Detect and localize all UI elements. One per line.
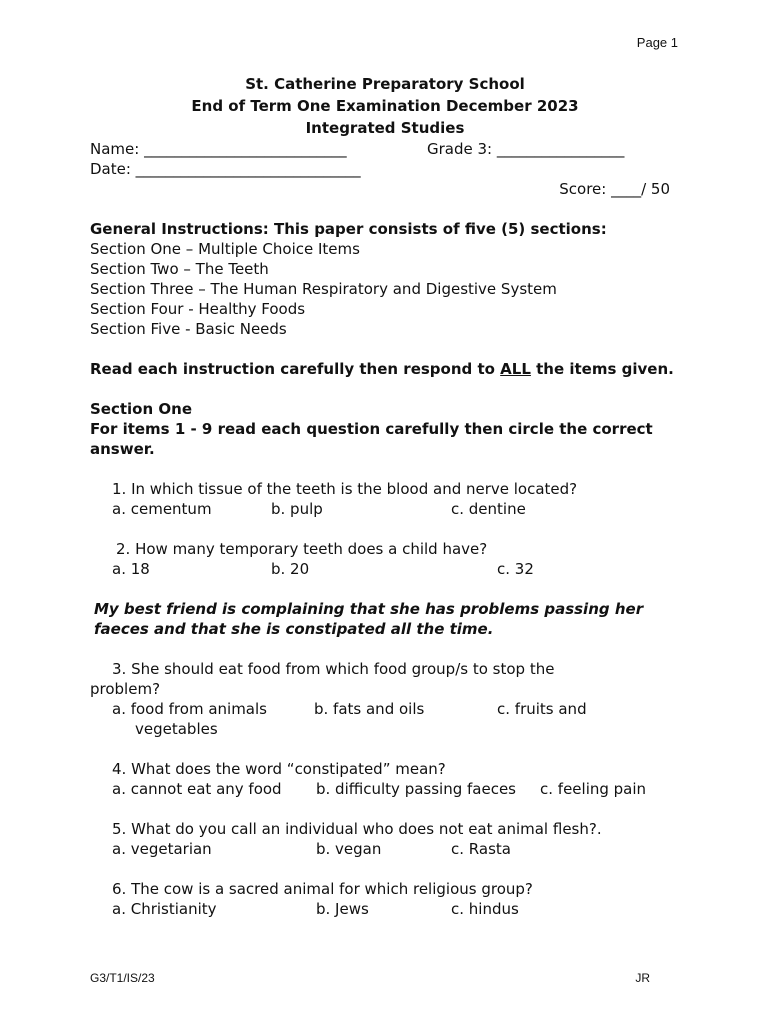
option-a: a. vegetarian — [112, 840, 212, 858]
scenario-text: My best friend is complaining that she has problems passing her faeces and that she is constipated all the time. — [94, 600, 644, 638]
question-2: 2. How many temporary teeth does a child have? — [116, 540, 488, 558]
question-3: 3. She should eat food from which food group/s to stop the — [112, 660, 555, 678]
name-field: Name: ___________________________ — [90, 140, 347, 158]
q6-options — [90, 899, 680, 919]
option-c: c. feeling pain — [540, 780, 647, 798]
option-c: c. 32 — [497, 560, 534, 578]
subject-title: Integrated Studies — [305, 119, 465, 137]
footer-initials: JR — [635, 971, 650, 985]
section-list-item: Section Four - Healthy Foods — [90, 300, 306, 318]
q5-options — [90, 839, 680, 859]
option-b: b. 20 — [271, 560, 310, 578]
option-a: a. cannot eat any food — [112, 780, 282, 798]
section-list-item: Section Two – The Teeth — [90, 260, 269, 278]
section-one-heading: Section One — [90, 400, 192, 418]
option-a: a. Christianity — [112, 900, 217, 918]
option-b: b. difficulty passing faeces — [316, 780, 516, 798]
option-c: c. hindus — [451, 900, 519, 918]
option-b: b. vegan — [316, 840, 382, 858]
footer-code: G3/T1/IS/23 — [90, 971, 155, 985]
option-b: b. pulp — [271, 500, 323, 518]
score-field: Score: ____/ 50 — [559, 180, 670, 198]
question-4: 4. What does the word “constipated” mean? — [112, 760, 446, 778]
question-3-cont: problem? — [90, 680, 161, 698]
option-a: a. 18 — [112, 560, 150, 578]
q1-options — [90, 499, 680, 519]
exam-content — [90, 73, 680, 919]
page-number: Page 1 — [636, 35, 678, 50]
question-1: 1. In which tissue of the teeth is the blood and nerve located? — [112, 480, 578, 498]
section-one-instruction: For items 1 - 9 read each question carefully then circle the correct answer. — [90, 420, 653, 458]
school-name: St. Catherine Preparatory School — [245, 75, 525, 93]
exam-title: End of Term One Examination December 2023 — [191, 97, 579, 115]
section-list-item: Section Three – The Human Respiratory and Digestive System — [90, 280, 557, 298]
date-field: Date: ______________________________ — [90, 160, 361, 178]
section-list-item: Section One – Multiple Choice Items — [90, 240, 360, 258]
grade-field: Grade 3: _________________ — [427, 140, 625, 158]
option-a: a. food from animals — [112, 700, 267, 718]
option-a: a. cementum — [112, 500, 212, 518]
question-6: 6. The cow is a sacred animal for which religious group? — [112, 880, 533, 898]
option-c: c. fruits and — [497, 700, 587, 718]
section-list-item: Section Five - Basic Needs — [90, 320, 287, 338]
general-instructions: General Instructions: This paper consists of five (5) sections: — [90, 220, 607, 238]
option-c: c. dentine — [451, 500, 526, 518]
option-c: c. Rasta — [451, 840, 511, 858]
q4-options — [90, 779, 680, 799]
option-b: b. fats and oils — [314, 700, 425, 718]
name-grade-row — [90, 139, 680, 159]
option-a-cont: vegetables — [135, 720, 218, 738]
q3-options — [90, 699, 680, 719]
read-instruction: Read each instruction carefully then respond to ALL the items given. — [90, 360, 674, 378]
option-b: b. Jews — [316, 900, 369, 918]
question-5: 5. What do you call an individual who does not eat animal flesh?. — [112, 820, 602, 838]
emphasis-all: ALL — [500, 360, 531, 378]
q2-options — [90, 559, 680, 579]
